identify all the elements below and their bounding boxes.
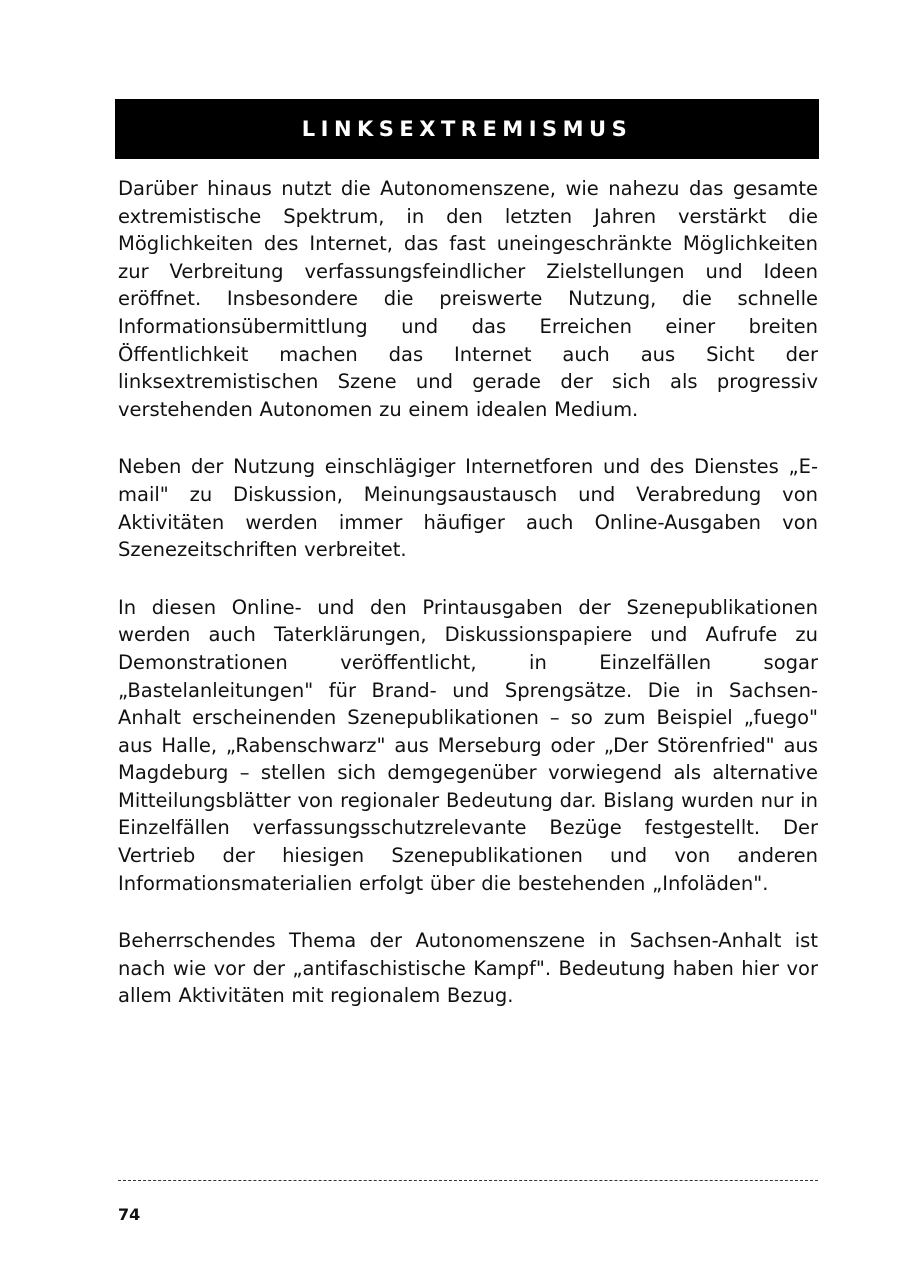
footer-divider [118,1180,818,1181]
section-title: LINKSEXTREMISMUS [301,117,633,141]
page-number: 74 [118,1205,141,1224]
section-header-bar [115,99,819,159]
paragraph-main-topic: Beherrschendes Thema der Autonomenszene in Sachsen-Anhalt ist nach wie vor der „antifaschistische Kampf". Bedeutung haben hier vor allem Aktivitäten mit regionalem Bezug. [118,929,818,1008]
paragraph-internet-use: Darüber hinaus nutzt die Autonomenszene, wie nahezu das gesamte extremistische Spektrum, in den letzten Jahren verstärkt die Möglichkeiten des Internet, das fast uneingeschränkte Möglichkeiten zur Verbreitung verfassungsfeindlicher Zielstellungen und Ideen eröffnet. Insbesondere die preiswerte Nutzung, die schnelle Informationsübermittlung und das Erreichen einer breiten Öffentlichkeit machen das Internet auch aus Sicht der linksextremistischen Szene und gerade der sich als progressiv verstehenden Autonomen zu einem idealen Medium. [118,177,818,421]
paragraph-online-publications: Neben der Nutzung einschlägiger Internetforen und des Dienstes „E-mail" zu Diskussion, Meinungsaustausch und Verabredung von Aktivitäten werden immer häufiger auch Online-Ausgaben von Szenezeitschriften verbreitet. [118,455,818,562]
body-text [118,175,818,1040]
paragraph-scene-publications: In diesen Online- und den Printausgaben der Szenepublikationen werden auch Taterklärungen, Diskussionspapiere und Aufrufe zu Demonstrationen veröffentlicht, in Einzelfällen sogar „Bastelanleitungen" für Brand- und Sprengsätze. Die in Sachsen-Anhalt erscheinenden Szenepublikationen – so zum Beispiel „fuego" aus Halle, „Rabenschwarz" aus Merseburg oder „Der Störenfried" aus Magdeburg – stellen sich demgegenüber vorwiegend als alternative Mitteilungsblätter von regionaler Bedeutung dar. Bislang wurden nur in Einzelfällen verfassungsschutzrelevante Bezüge festgestellt. Der Vertrieb der hiesigen Szenepublikationen und von anderen Informationsmaterialien erfolgt über die bestehenden „Infoläden". [118,595,818,895]
